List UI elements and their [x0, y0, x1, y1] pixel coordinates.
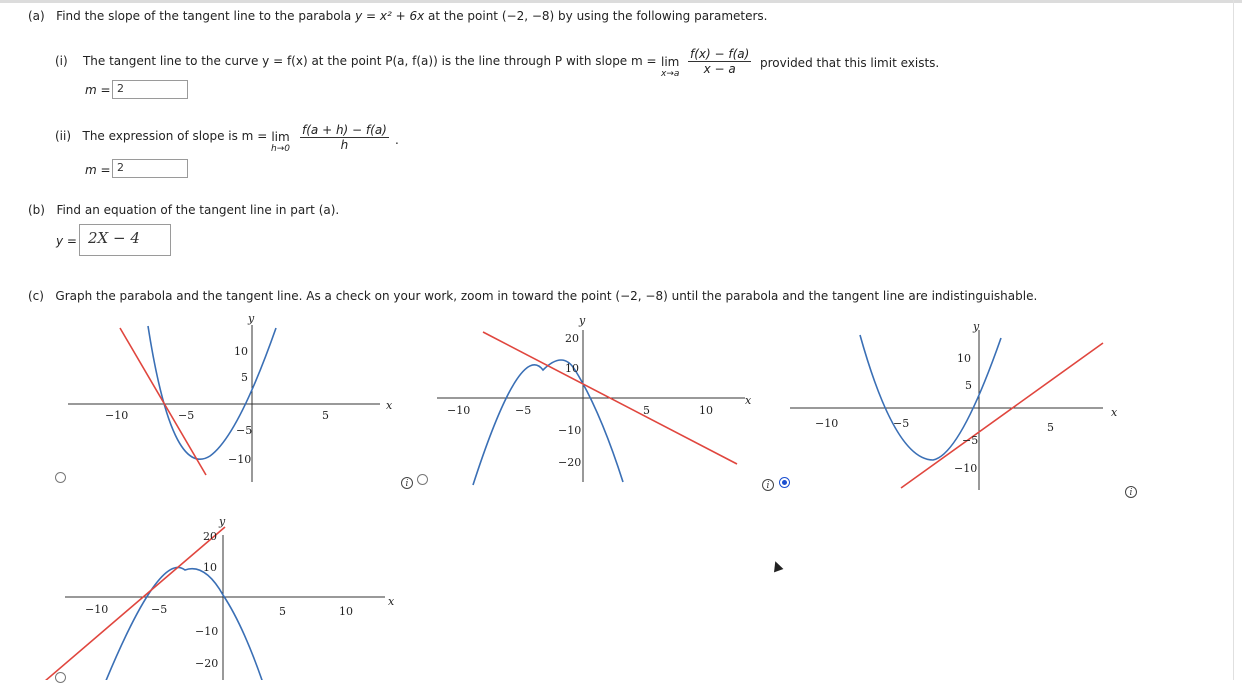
part-a-ii-fraction	[300, 123, 389, 152]
part-c-question	[28, 289, 1037, 303]
x-tick-label: 5	[643, 404, 650, 417]
part-a-ii-lim: lim	[271, 130, 290, 144]
part-a-ii-text: The expression of slope is m =	[82, 129, 268, 143]
part-a-question	[28, 9, 768, 23]
tangent-equation-input[interactable]	[79, 224, 171, 256]
part-a-i-limit	[661, 55, 679, 79]
part-a-i-label: (i)	[55, 54, 68, 68]
part-a-i-lim: lim	[661, 55, 680, 69]
tangent-line	[120, 328, 206, 475]
info-icon[interactable]: i	[401, 477, 413, 489]
part-a-label: (a)	[28, 9, 45, 23]
tangent-equation-value: 2X − 4	[88, 229, 140, 247]
part-c-text: Graph the parabola and the tangent line. As a check on your work, zoom in toward the point (−2, −8) until the parabola and the tangent line are indistinguishable.	[55, 289, 1038, 303]
part-a-i-lim-sub: x→a	[661, 69, 680, 79]
x-axis-label: x	[1111, 406, 1118, 419]
parabola-curve	[105, 567, 263, 680]
part-a-point: (−2, −8)	[501, 9, 555, 23]
parabola-curve	[860, 335, 1001, 460]
info-icon[interactable]: i	[762, 479, 774, 491]
tangent-line	[901, 343, 1103, 488]
graph-option-b[interactable]	[425, 310, 765, 490]
x-tick-label: 10	[339, 605, 353, 618]
info-icon[interactable]: i	[1125, 486, 1137, 498]
part-a-prompt-post: by using the following parameters.	[558, 9, 768, 23]
top-divider	[0, 0, 1242, 3]
x-tick-label: −10	[85, 603, 109, 616]
x-tick-label: −10	[815, 417, 839, 430]
x-tick-label: −5	[515, 404, 532, 417]
x-axis-label: x	[386, 399, 393, 412]
part-b-text: Find an equation of the tangent line in part (a).	[56, 203, 340, 217]
parabola-curve	[148, 326, 276, 459]
slope-input-ii[interactable]: 2	[112, 159, 188, 178]
y-tick-label: −10	[195, 625, 219, 638]
y-tick-label: −5	[962, 434, 979, 447]
part-a-i-fraction	[688, 47, 751, 76]
mouse-cursor-icon	[771, 560, 784, 573]
y-tick-label: −10	[954, 462, 978, 475]
x-axis-label: x	[745, 394, 752, 407]
part-a-i-text-row	[55, 54, 657, 68]
part-a-ii-lim-sub: h→0	[271, 144, 290, 154]
x-tick-label: 5	[322, 409, 329, 422]
y-axis-label: y	[579, 314, 586, 327]
part-a-ii-period: .	[395, 133, 399, 147]
part-a-ii-label: (ii)	[55, 129, 72, 143]
slope-input-i[interactable]: 2	[112, 80, 188, 99]
y-tick-label: 20	[203, 530, 217, 543]
graph-option-d-radio[interactable]	[55, 672, 66, 683]
y-tick-label: 10	[565, 362, 579, 375]
y-axis-label: y	[219, 515, 226, 528]
part-a-ii-limit	[271, 130, 290, 154]
x-tick-label: 5	[279, 605, 286, 618]
part-a-i-text: The tangent line to the curve y = f(x) at the point P(a, f(a)) is the line through P with slope m =	[82, 54, 657, 68]
part-a-prompt-pre: Find the slope of the tangent line to the parabola	[56, 9, 352, 23]
y-tick-label: 5	[241, 371, 248, 384]
part-a-i-frac-num: f(x) − f(a)	[690, 47, 750, 61]
part-a-i-frac-den: x − a	[703, 62, 736, 76]
part-a-i-m-label: m =	[85, 83, 111, 97]
x-tick-label: −10	[447, 404, 471, 417]
y-tick-label: 20	[565, 332, 579, 345]
part-b-question	[28, 203, 339, 217]
y-tick-label: −20	[195, 657, 219, 670]
y-tick-label: 10	[203, 561, 217, 574]
part-a-i-after: provided that this limit exists.	[760, 56, 940, 70]
part-a-ii-frac-num: f(a + h) − f(a)	[302, 123, 387, 137]
y-tick-label: 10	[957, 352, 971, 365]
y-axis-label: y	[248, 312, 255, 325]
y-tick-label: −10	[228, 453, 252, 466]
x-tick-label: −10	[105, 409, 129, 422]
graph-option-a[interactable]	[60, 310, 405, 490]
part-b-y-label: y =	[56, 234, 77, 248]
graph-option-a-radio[interactable]	[55, 472, 66, 483]
parabola-curve	[473, 360, 623, 485]
part-a-ii-m-label: m =	[85, 163, 111, 177]
x-tick-label: −5	[893, 417, 910, 430]
x-tick-label: 5	[1047, 421, 1054, 434]
x-axis-label: x	[388, 595, 395, 608]
y-tick-label: 10	[234, 345, 248, 358]
graph-option-c[interactable]	[785, 310, 1125, 495]
part-a-ii-text-row	[55, 129, 267, 143]
x-tick-label: −5	[151, 603, 168, 616]
graph-option-d[interactable]	[45, 505, 415, 680]
part-a-ii-frac-den: h	[340, 138, 349, 152]
y-tick-label: 5	[965, 379, 972, 392]
part-a-equation: y = x² + 6x	[355, 9, 425, 23]
y-axis-label: y	[973, 320, 980, 333]
part-a-prompt-mid: at the point	[428, 9, 499, 23]
part-c-label: (c)	[28, 289, 44, 303]
y-tick-label: −5	[236, 424, 253, 437]
y-tick-label: −10	[558, 424, 582, 437]
right-divider	[1233, 0, 1234, 680]
y-tick-label: −20	[558, 456, 582, 469]
part-b-label: (b)	[28, 203, 45, 217]
x-tick-label: −5	[178, 409, 195, 422]
x-tick-label: 10	[699, 404, 713, 417]
